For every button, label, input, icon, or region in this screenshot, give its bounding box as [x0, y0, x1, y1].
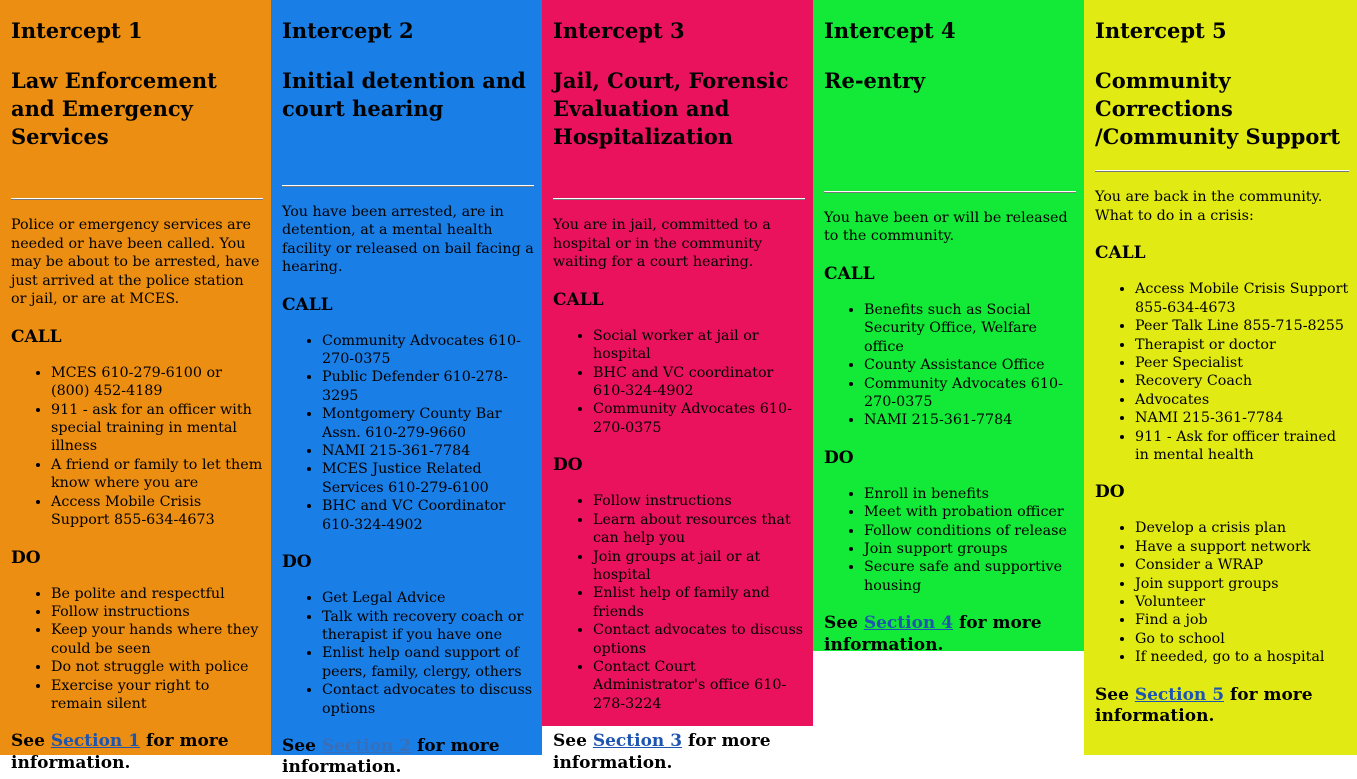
intercept-1-call-list [11, 364, 263, 530]
intercept-5-column [1084, 0, 1357, 755]
intercept-4-description: You have been or will be released to the community. [824, 209, 1068, 245]
see-suffix: for more information. [1095, 684, 1313, 727]
list-item: • Access Mobile Crisis Support 855-634-4673 [1135, 280, 1349, 317]
call-heading: CALL [282, 294, 333, 315]
see-more [824, 613, 1076, 656]
list-item: • Enlist help oand support of peers, family, clergy, others [322, 644, 534, 681]
call-heading: CALL [824, 263, 875, 284]
see-suffix: for more information. [553, 731, 771, 773]
section-2-link[interactable]: Section 2 [321, 735, 412, 756]
list-item: • Access Mobile Crisis Support 855-634-4673 [51, 493, 263, 530]
list-item: • Enlist help of family and friends [593, 584, 805, 621]
divider [11, 198, 263, 200]
do-heading: DO [11, 547, 41, 568]
divider [553, 198, 805, 200]
list-item: • Join groups at jail or at hospital [593, 548, 805, 585]
see-prefix: See [11, 731, 51, 752]
divider [1095, 170, 1349, 172]
list-item: • 911 - Ask for officer trained in mental health [1135, 428, 1349, 465]
intercept-1-label: Intercept 1 [11, 18, 143, 43]
list-item: • NAMI 215-361-7784 [322, 442, 534, 460]
list-item: • Community Advocates 610-270-0375 [593, 400, 805, 437]
list-item: • Consider a WRAP [1135, 556, 1349, 574]
list-item: • Contact advocates to discuss options [322, 681, 534, 718]
list-item: • A friend or family to let them know where you are [51, 456, 263, 493]
do-heading: DO [282, 552, 312, 573]
see-more [11, 731, 263, 774]
list-item: • Therapist or doctor [1135, 336, 1349, 354]
intercept-4-label: Intercept 4 [824, 18, 956, 43]
call-heading: CALL [1095, 243, 1146, 264]
list-item: • Social worker at jail or hospital [593, 327, 805, 364]
call-heading: CALL [553, 289, 604, 310]
list-item: • Contact Court Administrator's office 610-278-3224 [593, 658, 805, 713]
intercept-2-column [271, 0, 542, 778]
list-item: • Benefits such as Social Security Office, Welfare office [864, 301, 1076, 356]
intercept-1-do-list [11, 585, 263, 714]
divider [282, 185, 534, 187]
intercept-1-description: Police or emergency services are needed or have been called. You may be about to be arrested, have just arrived at the police station or jail, or are at MCES. [11, 217, 260, 308]
intercept-1-title: Law Enforcement and Emergency Services [11, 68, 217, 149]
list-item: • Have a support network [1135, 538, 1349, 556]
list-item: • Do not struggle with police [51, 658, 263, 676]
list-item: • MCES 610-279-6100 or (800) 452-4189 [51, 364, 263, 401]
list-item: • Community Advocates 610-270-0375 [322, 332, 534, 369]
intercept-5-header [1095, 18, 1349, 150]
list-item: • Peer Specialist [1135, 354, 1349, 372]
list-item: • If needed, go to a hospital [1135, 648, 1349, 666]
list-item: • Follow instructions [593, 492, 805, 510]
list-item: • Community Advocates 610-270-0375 [864, 375, 1076, 412]
see-suffix: for more information. [282, 735, 500, 778]
do-heading: DO [553, 455, 583, 476]
intercept-4-do-list [824, 485, 1076, 595]
intercept-5-description: You are back in the community. What to do in a crisis: [1095, 189, 1323, 224]
list-item: • Keep your hands where they could be seen [51, 621, 263, 658]
see-more [553, 731, 805, 774]
intercept-4-header [824, 18, 1076, 95]
list-item: • Secure safe and supportive housing [864, 558, 1076, 595]
intercept-5-title: Community Corrections /Community Support [1095, 68, 1341, 149]
intercept-2-label: Intercept 2 [282, 18, 414, 43]
list-item: • Volunteer [1135, 593, 1349, 611]
list-item: • Talk with recovery coach or therapist if you have one [322, 608, 534, 645]
see-suffix: for more information. [11, 731, 229, 773]
call-heading: CALL [11, 326, 62, 347]
see-prefix: See [1095, 684, 1135, 705]
list-item: • BHC and VC coordinator 610-324-4902 [593, 364, 805, 401]
see-prefix: See [282, 735, 322, 756]
see-more [282, 736, 534, 779]
list-item: • NAMI 215-361-7784 [864, 411, 1076, 429]
see-prefix: See [824, 613, 864, 634]
list-item: • Be polite and respectful [51, 585, 263, 603]
intercept-2-do-list [282, 589, 534, 718]
list-item: • Recovery Coach [1135, 372, 1349, 390]
list-item: • Meet with probation officer [864, 503, 1076, 521]
list-item: • Contact advocates to discuss options [593, 621, 805, 658]
list-item: • BHC and VC Coordinator 610-324-4902 [322, 497, 534, 534]
list-item: • Follow conditions of release [864, 522, 1076, 540]
intercept-4-call-list [824, 301, 1076, 430]
intercept-5-do-list [1095, 519, 1349, 666]
intercept-3-label: Intercept 3 [553, 18, 685, 43]
list-item: • Exercise your right to remain silent [51, 677, 263, 714]
intercept-3-column [542, 0, 813, 773]
intercept-2-call-list [282, 332, 534, 534]
list-item: • Find a job [1135, 611, 1349, 629]
intercept-2-header [282, 18, 534, 123]
section-5-link[interactable]: Section 5 [1134, 684, 1225, 705]
list-item: • Learn about resources that can help you [593, 511, 805, 548]
divider [824, 191, 1076, 193]
see-more [1095, 685, 1349, 728]
intercept-1-column [0, 0, 271, 773]
list-item: • Peer Talk Line 855-715-8255 [1135, 317, 1349, 335]
list-item: • 911 - ask for an officer with special training in mental illness [51, 401, 263, 456]
see-prefix: See [553, 731, 593, 752]
intercept-3-title: Jail, Court, Forensic Evaluation and Hospitalization [553, 68, 789, 149]
intercept-3-do-list [553, 492, 805, 713]
intercept-1-header [11, 18, 263, 150]
list-item: • Enroll in benefits [864, 485, 1076, 503]
intercept-2-description: You have been arrested, are in detention, at a mental health facility or released on bail facing a hearing. [282, 203, 534, 276]
list-item: • Follow instructions [51, 603, 263, 621]
list-item: • Get Legal Advice [322, 589, 534, 607]
list-item: • Advocates [1135, 391, 1349, 409]
section-1-link[interactable]: Section 1 [50, 731, 141, 752]
see-suffix: for more information. [824, 613, 1042, 655]
list-item: • MCES Justice Related Services 610-279-6100 [322, 460, 534, 497]
intercept-3-call-list [553, 327, 805, 437]
list-item: • Montgomery County Bar Assn. 610-279-9660 [322, 405, 534, 442]
intercept-3-description: You are in jail, committed to a hospital or in the community waiting for a court hearing. [553, 217, 771, 271]
intercept-5-call-list [1095, 280, 1349, 464]
section-4-link[interactable]: Section 4 [863, 613, 954, 634]
list-item: • County Assistance Office [864, 356, 1076, 374]
intercept-5-label: Intercept 5 [1095, 18, 1227, 43]
do-heading: DO [1095, 482, 1125, 503]
list-item: • Join support groups [1135, 575, 1349, 593]
list-item: • Public Defender 610-278-3295 [322, 368, 534, 405]
intercept-2-title: Initial detention and court hearing [282, 68, 526, 121]
do-heading: DO [824, 447, 854, 468]
list-item: • Go to school [1135, 630, 1349, 648]
intercept-3-header [553, 18, 805, 150]
section-3-link[interactable]: Section 3 [592, 731, 683, 752]
list-item: • Develop a crisis plan [1135, 519, 1349, 537]
list-item: • Join support groups [864, 540, 1076, 558]
list-item: • NAMI 215-361-7784 [1135, 409, 1349, 427]
intercept-4-column [813, 0, 1084, 655]
intercept-4-title: Re-entry [824, 68, 926, 94]
